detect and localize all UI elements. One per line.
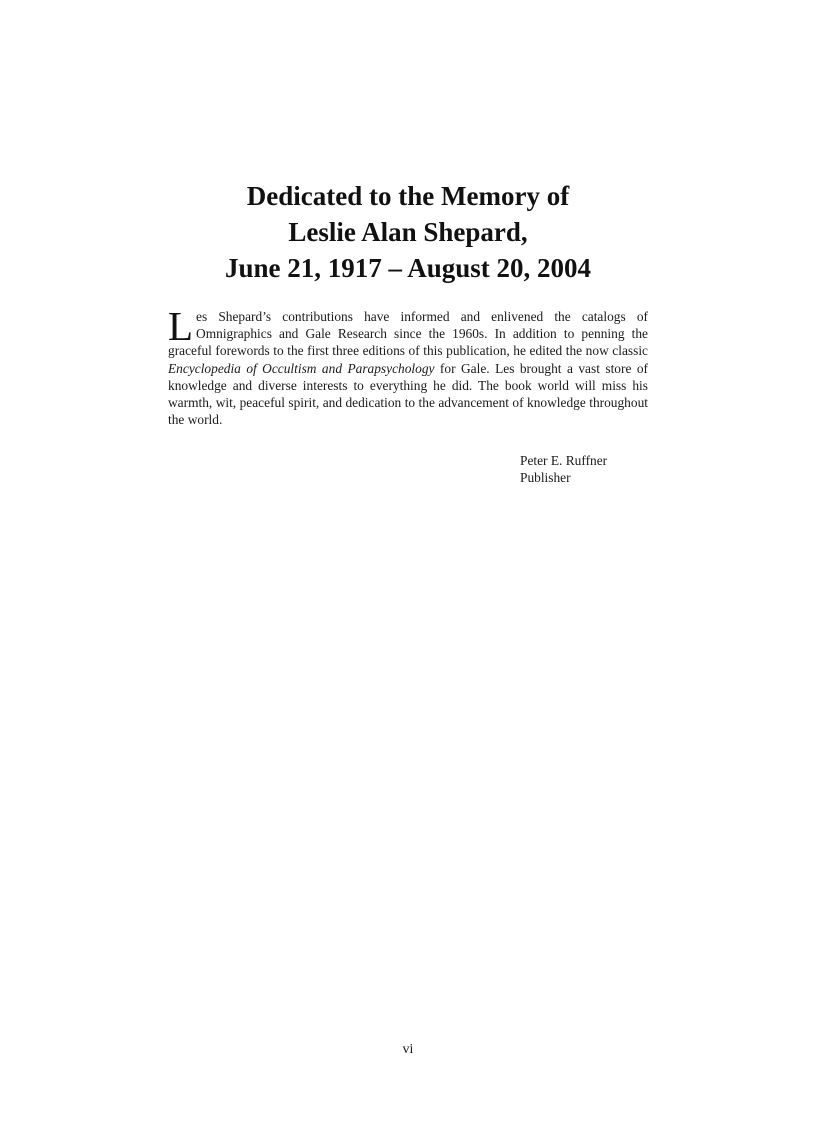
- paragraph-text-part-2: for Gale. Les brought a vast store of knowledge and diverse interests to everything he did. The book world will miss his warmth, wit, peaceful spirit, and dedication to the advancement of knowledge throughout the world.: [168, 360, 648, 428]
- heading-line-3: June 21, 1917 – August 20, 2004: [224, 253, 592, 283]
- paragraph-text-part-1: es Shepard’s contributions have informed and enlivened the catalogs of Omnigraphics and Gale Research since the 1960s. In addition to penning the graceful forewords to the first three editions of this publication, he edited the now classic: [168, 309, 648, 359]
- page-number: vi: [402, 1042, 414, 1057]
- dedication-paragraph: [168, 303, 648, 428]
- drop-cap: L: [168, 303, 194, 349]
- encyclopedia-title: Encyclopedia of Occultism and Parapsychology: [168, 360, 435, 376]
- signature-title: Publisher: [520, 470, 571, 485]
- heading-line-1: Dedicated to the Memory of: [246, 181, 570, 211]
- dedication-heading: [0, 178, 816, 286]
- signature-block: [520, 452, 607, 486]
- heading-line-2: Leslie Alan Shepard,: [288, 217, 528, 247]
- signature-name: Peter E. Ruffner: [520, 453, 608, 468]
